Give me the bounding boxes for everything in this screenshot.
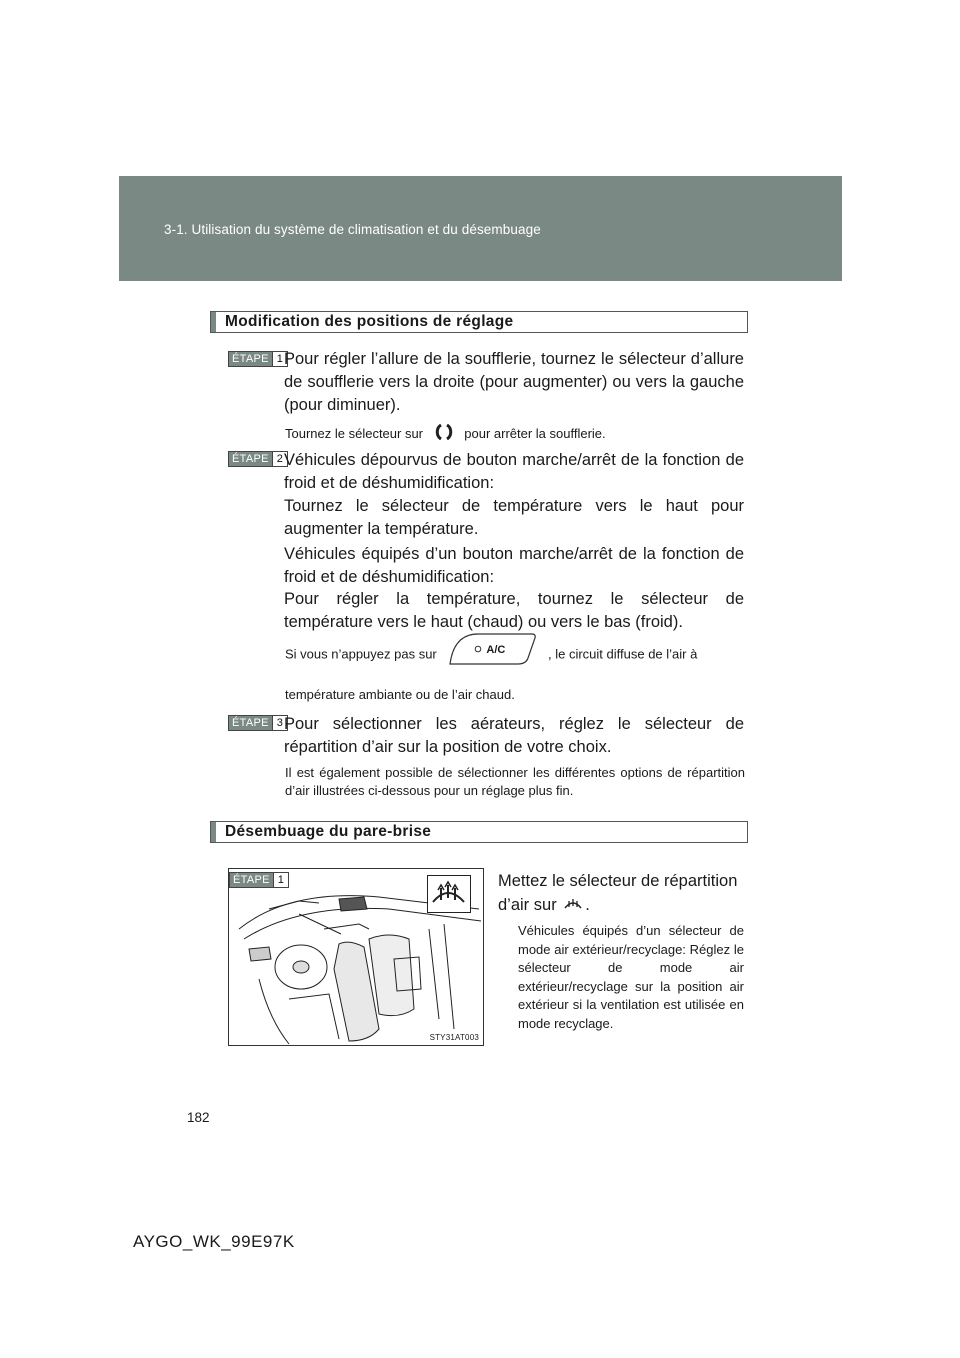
section-2-text-before: Mettez le sélecteur de répartition d’air sur (498, 872, 738, 914)
section-heading-desembuage: Désembuage du pare-brise (210, 821, 748, 843)
step-badge-1 (228, 351, 288, 367)
figure-code: STY31AT003 (429, 1033, 479, 1042)
defrost-icon (427, 875, 471, 913)
step-badge-number: 3 (272, 716, 287, 730)
section-2-text (498, 869, 744, 918)
step-badge-label: ÉTAPE (229, 716, 272, 730)
section-heading-modification: Modification des positions de réglage (210, 311, 748, 333)
step-3-text: Pour sélectionner les aérateurs, réglez le sélecteur de répartition d’air sur la position de votre choix. (284, 715, 744, 756)
fan-off-icon (433, 424, 455, 445)
step-1-note-before: Tournez le sélecteur sur (285, 425, 424, 441)
step-badge-label: ÉTAPE (229, 452, 272, 466)
page-number: 182 (187, 1110, 210, 1125)
section-2-note: Véhicules équipés d’un sélecteur de mode air extérieur/recyclage: Réglez le sélecteur de mode air extérieur/recyclage sur la position air extérieur si la ventilation est utilisée en mode recyclage. (518, 923, 744, 1031)
step-2-text-b: Tournez le sélecteur de température vers le haut pour augmenter la température. (284, 497, 744, 538)
step-2-text-c: Véhicules équipés d’un bouton marche/arrêt de la fonction de froid et de déshumidification: (284, 545, 744, 586)
section-2-text-after: . (585, 896, 590, 914)
step-1-note-after: pour arrêter la soufflerie. (464, 425, 606, 441)
ac-button-label: A/C (486, 644, 506, 656)
step-badge-3 (228, 715, 288, 731)
breadcrumb: 3-1. Utilisation du système de climatisation et du désembuage (164, 222, 541, 237)
step-2-note-line2: température ambiante ou de l’air chaud. (285, 687, 515, 702)
model-code: AYGO_WK_99E97K (133, 1232, 295, 1251)
step-badge-2 (228, 451, 288, 467)
header-band (119, 176, 842, 281)
step-2-note-after: , le circuit diffuse de l’air à (548, 646, 698, 662)
step-badge-number: 2 (272, 452, 287, 466)
step-badge-label: ÉTAPE (229, 352, 272, 366)
ac-button-icon (448, 630, 538, 666)
step-3-note: Il est également possible de sélectionner les différentes options de répartition d’air illustrées ci-dessous pour un réglage plus fin. (285, 765, 745, 798)
windshield-defrost-icon (563, 894, 583, 918)
step-2-text-d: Pour régler la température, tournez le sélecteur de température vers le haut (chaud) ou vers le bas (froid). (284, 590, 744, 631)
step-2-text-a: Véhicules dépourvus de bouton marche/arrêt de la fonction de froid et de déshumidification: (284, 451, 744, 492)
step-1-note (285, 424, 606, 445)
step-badge-label: ÉTAPE (230, 873, 273, 887)
step-badge-number: 1 (273, 873, 288, 887)
step-2-note (285, 644, 745, 666)
step-badge-number: 1 (272, 352, 287, 366)
step-1-text: Pour régler l’allure de la soufflerie, tournez le sélecteur d’allure de soufflerie vers la droite (pour augmenter) ou vers la gauche (pour diminuer). (284, 350, 744, 414)
dashboard-illustration (228, 868, 484, 1046)
step-2-note-before: Si vous n’appuyez pas sur (285, 646, 437, 662)
